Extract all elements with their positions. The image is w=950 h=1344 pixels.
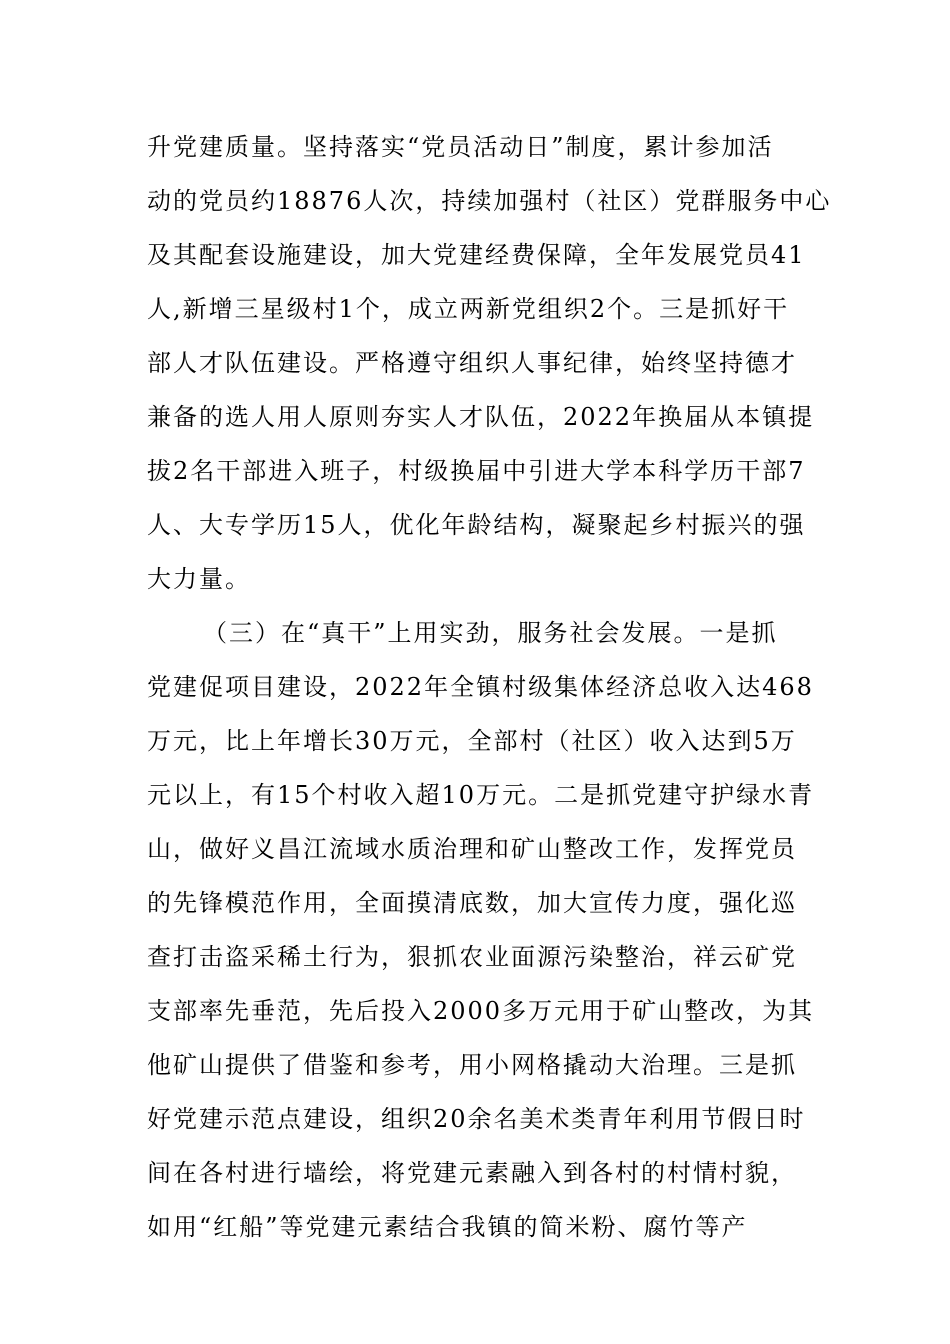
text-line: 兼备的选人用人原则夯实人才队伍，2022年换届从本镇提 (147, 403, 815, 431)
text-line: 万元，比上年增长30万元，全部村（社区）收入达到5万 (147, 727, 797, 755)
text-line: 党建促项目建设，2022年全镇村级集体经济总收入达468 (147, 673, 814, 701)
text-line: 元以上，有15个村收入超10万元。二是抓党建守护绿水青 (147, 781, 815, 809)
text-line: 拔2名干部进入班子，村级换届中引进大学本科学历干部7 (147, 457, 806, 485)
text-line: 人,新增三星级村1个，成立两新党组织2个。三是抓好干 (147, 295, 790, 323)
text-line: 他矿山提供了借鉴和参考，用小网格撬动大治理。三是抓 (147, 1051, 797, 1079)
text-line: 动的党员约18876人次，持续加强村（社区）党群服务中心 (147, 187, 832, 215)
section-heading-line: （三）在“真干”上用实劲，服务社会发展。一是抓 (203, 619, 778, 647)
text-line: 支部率先垂范，先后投入2000多万元用于矿山整改，为其 (147, 997, 815, 1025)
text-line: 的先锋模范作用，全面摸清底数，加大宣传力度，强化巡 (147, 889, 797, 917)
text-line: 人、大专学历15人，优化年龄结构，凝聚起乡村振兴的强 (147, 511, 806, 539)
text-line: 间在各村进行墙绘，将党建元素融入到各村的村情村貌， (147, 1159, 797, 1187)
text-line: 大力量。 (147, 565, 251, 593)
text-line: 查打击盗采稀土行为，狠抓农业面源污染整治，祥云矿党 (147, 943, 797, 971)
text-line: 好党建示范点建设，组织20余名美术类青年利用节假日时 (147, 1105, 806, 1133)
text-line: 及其配套设施建设，加大党建经费保障，全年发展党员41 (147, 241, 806, 269)
text-line: 部人才队伍建设。严格遵守组织人事纪律，始终坚持德才 (147, 349, 797, 377)
text-line: 山，做好义昌江流域水质治理和矿山整改工作，发挥党员 (147, 835, 797, 863)
text-line: 升党建质量。坚持落实“党员活动日”制度，累计参加活 (147, 133, 774, 161)
text-line: 如用“红船”等党建元素结合我镇的简米粉、腐竹等产 (147, 1213, 748, 1241)
